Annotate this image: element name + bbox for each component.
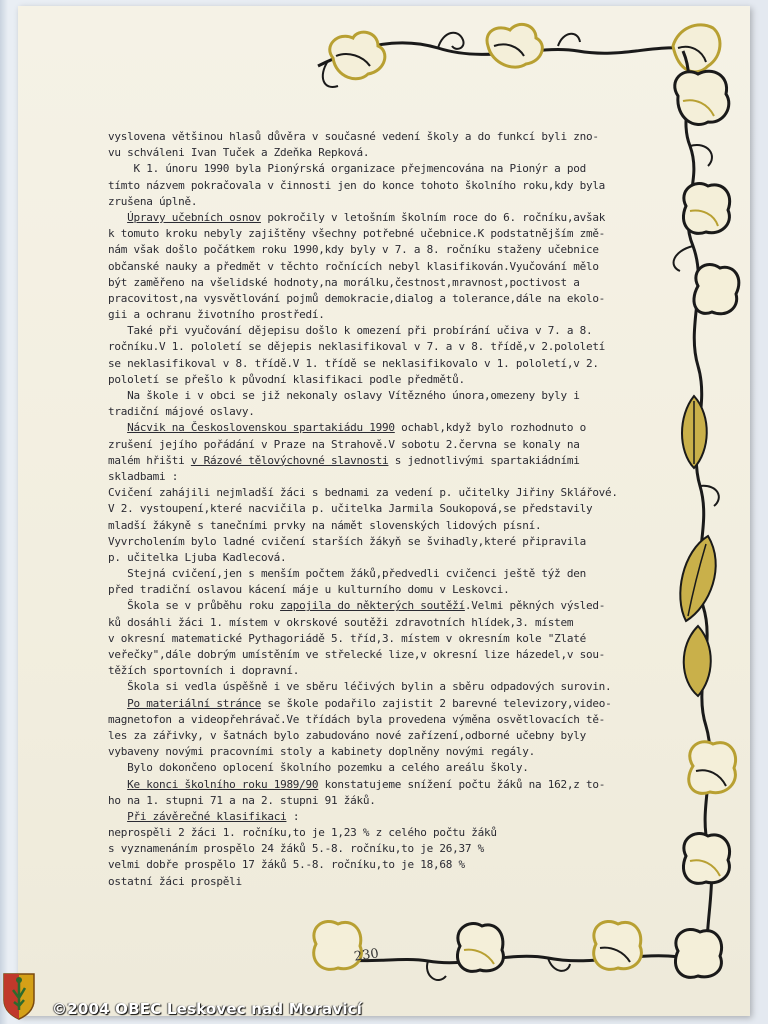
text-line: Po materiální stránce se škole podařilo zajistit 2 barevné televizory,video- [127,696,612,710]
text-line: vybaveny novými pracovními stoly a kabinety doplněny novými regály. [108,745,535,759]
underlined-heading: Ke konci školního roku 1989/90 [127,777,319,791]
text-line: Úpravy učebních osnov pokročily v letošním školním roce do 6. ročníku,avšak [127,210,606,224]
text-line: skladbami : [108,469,179,483]
page-number: 230 [353,946,380,965]
underlined-heading: Po materiální stránce [127,696,261,710]
text-line: malém hřišti v Rázové tělovýchovné slavnosti s jednotlivými spartakiádními [108,453,580,467]
underlined-heading: Při závěrečné klasifikaci [127,809,287,823]
text-line: být zaměřeno na všelidské hodnoty,na morálku,čestnost,mravnost,poctivost a [108,275,580,289]
text-line: velmi dobře prospělo 17 žáků 5.-8. ročníku,to je 18,68 % [108,858,465,872]
document-page [18,6,750,1016]
text-line: K 1. únoru 1990 byla Pionýrská organizace přejmencována na Pionýr a pod [108,162,586,176]
municipal-coat-of-arms-icon [2,972,36,1020]
text-line: neprospěli 2 žáci 1. ročníku,to je 1,23 % z celého počtu žáků [108,826,497,840]
document-text [108,129,708,890]
text-line: Škola se v průběhu roku zapojila do některých soutěží.Velmi pěkných výsled- [108,599,606,613]
text-line: Na škole i v obci se již nekonaly oslavy Vítězného února,omezeny byly i [108,389,580,402]
text-line: les za zářivky, v šatnách bylo zabudováno nové zařízení,odborné učebny byly [108,728,586,742]
text-line: zrušena úplně. [108,194,198,208]
text-line: nám však došlo počátkem roku 1990,kdy byly v 7. a 8. ročníku staženy učebnice [108,243,599,257]
text-line: Také při vyučování dějepisu došlo k omezení při probírání učiva v 7. a 8. [108,324,593,338]
text-line: Nácvik na Československou spartakiádu 1990 ochabl,když bylo rozhodnuto o [127,421,586,435]
text-line: těžích sportovních i dopravní. [108,664,300,678]
text-line: ho na 1. stupni 71 a na 2. stupni 91 žáků. [108,793,376,807]
underlined-heading: v Rázové tělovýchovné slavnosti [190,453,389,467]
text-line: v okresní matematické Pythagoriádě 5. tříd,3. místem v okresním kole "Zlaté [108,631,586,645]
text-line: zrušení jejího pořádání v Praze na Strahově.V sobotu 2.června se konaly na [108,437,580,451]
text-line: V 2. vystoupení,které nacvičila p. učitelka Jarmila Soukopová,se představily [108,502,593,516]
text-line: gii a ochranu životního prostředí. [108,308,325,322]
underlined-heading: Nácvik na Československou spartakiádu 1990 [127,421,395,435]
text-line: vyslovena většinou hlasů důvěra v současné vedení školy a do funkcí byli zno- [108,130,599,143]
text-line: Škola si vedla úspěšně i ve sběru léčivých bylin a sběru odpadových surovin. [108,680,612,694]
text-line: Při závěrečné klasifikaci : [127,809,300,823]
underlined-heading: zapojila do některých soutěží [280,599,465,613]
text-line: tradiční májové oslavy. [108,405,255,419]
text-line: Stejná cvičení,jen s menším počtem žáků,předvedli cvičenci ještě týž den [108,567,586,581]
text-line: Bylo dokončeno oplocení školního pozemku a celého areálu školy. [108,761,529,775]
text-line: pololetí se přešlo k původní klasifikaci podle předmětů. [108,372,465,386]
text-line: mladší žákyně s tanečními prvky na námět slovenských lidových písní. [108,518,542,532]
text-line: Cvičení zahájili nejmladší žáci s bednami za vedení p. učitelky Jiřiny Sklářové. [108,486,618,500]
underlined-heading: Úpravy učebních osnov [127,210,261,224]
text-line: ků dosáhli žáci 1. místem v okrskové soutěži zdravotních hlídek,3. místem [108,615,574,629]
text-line: vu schváleni Ivan Tuček a Zdeňka Repková. [108,146,370,160]
text-line: Vyvrcholením bylo ladné cvičení starších žákyň se švihadly,které připravila [108,534,586,548]
text-line: s vyznamenáním prospělo 24 žáků 5.-8. ročníku,to je 26,37 % [108,842,484,856]
text-line: se neklasifikoval v 8. třídě.V 1. třídě se neklasifikovalo v 1. pololetí,v 2. [108,356,599,370]
text-line: před tradiční oslavou kácení máje u kulturního domu v Leskovci. [108,583,510,597]
text-line: ročníku.V 1. pololetí se dějepis neklasifikoval v 7. a v 8. třídě,v 2.pololetí [108,340,606,354]
text-line: pracovitost,na vysvětlování pojmů demokracie,dialog a tolerance,dále na ekolo- [108,291,606,305]
text-line: tímto názvem pokračovala v činnosti jen do konce tohoto školního roku,kdy byla [108,178,606,192]
text-line: veřečky",dále dobrým umístěním ve střelecké lize,v okresní lize házedel,v sou- [108,648,606,661]
text-line: ostatní žáci prospěli [108,874,242,888]
copyright-watermark: ©2004 OBEC Leskovec nad Moravicí [52,1000,363,1018]
text-line: k tomuto kroku nebyly zajištěny všechny potřebné učebnice.K podstatnějším změ- [108,227,606,241]
text-line: Ke konci školního roku 1989/90 konstatujeme snížení počtu žáků na 162,z to- [127,777,606,791]
text-line: magnetofon a videopřehrávač.Ve třídách byla provedena výměna osvětlovacích tě- [108,712,606,726]
text-line: p. učitelka Ljuba Kadlecová. [108,550,287,564]
text-line: občanské nauky a předmět v těchto ročnících nebyl klasifikován.Vyučování mělo [108,259,599,273]
